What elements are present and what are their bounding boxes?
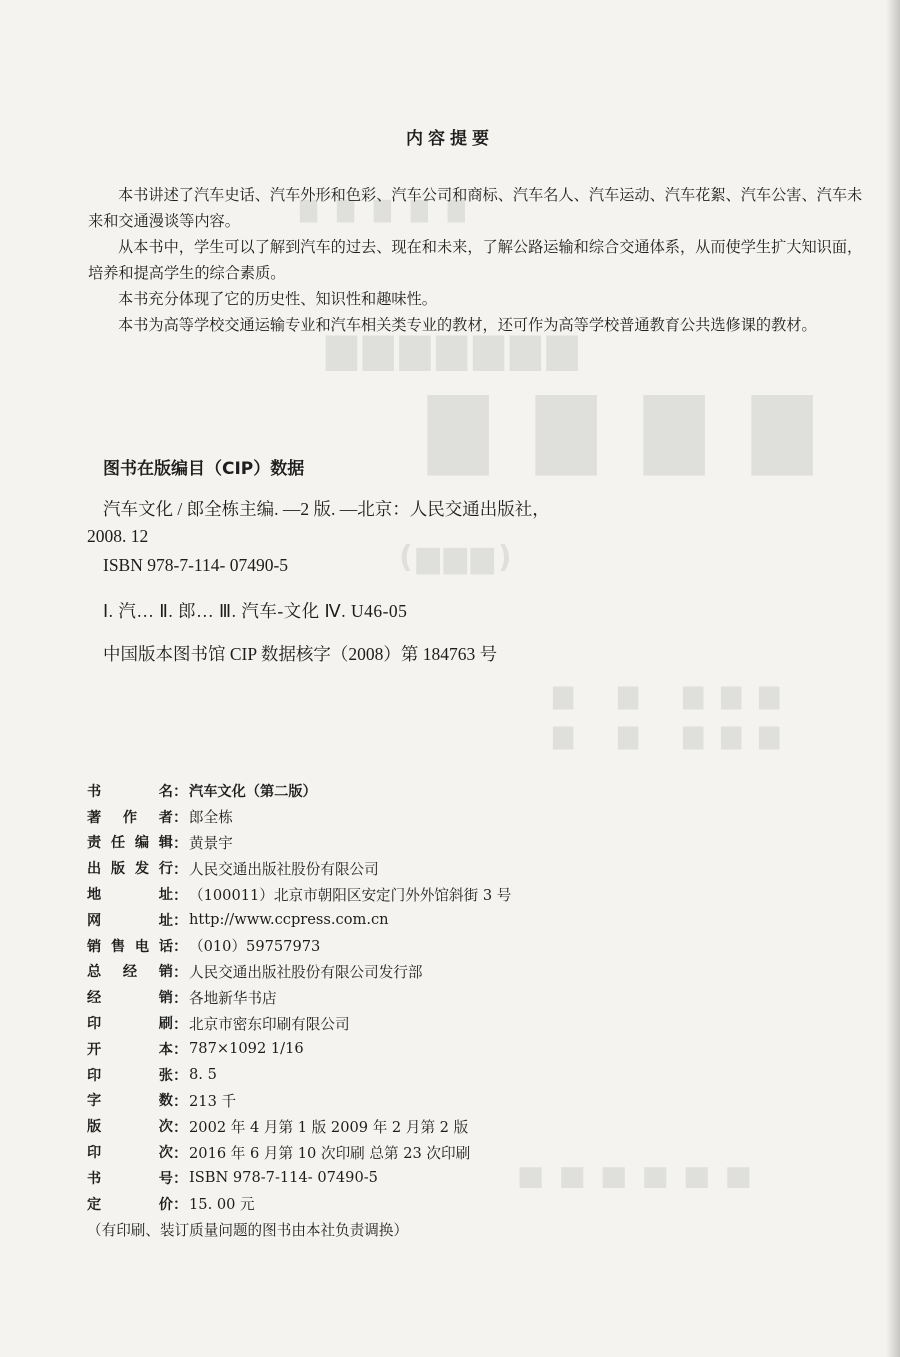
info-row: 著 作 者 ： 郎全栋 [87, 804, 787, 830]
info-label: 著 作 者 [87, 809, 173, 826]
bleed-through-mark: ▇▇▇▇ [380, 385, 812, 475]
info-label: 经 销 [87, 990, 173, 1007]
info-value: 人民交通出版社股份有限公司发行部 [189, 963, 423, 981]
info-value: 213 千 [189, 1092, 237, 1110]
bleed-through-mark: ▆▆▆▆▆▆▆ [320, 325, 578, 371]
bleed-through-mark: ▅▅▅▅▅▅ [500, 1155, 750, 1188]
info-value: 黄景宇 [189, 834, 233, 852]
info-row: 书 号 ： ISBN 978-7-114- 07490-5 [87, 1169, 378, 1188]
info-row: 定 价 ： 15. 00 元 [87, 1191, 787, 1217]
info-label: 销 售 电 话 [87, 938, 173, 955]
info-row: 网 址 ： http://www.ccpress.com.cn [87, 911, 389, 930]
cip-line: 汽车文化 / 郎全栋主编. —2 版. —北京：人民交通出版社， [103, 499, 550, 519]
info-label: 字 数 [87, 1093, 173, 1110]
info-label: 责 任 编 辑 [87, 835, 173, 852]
info-row: 责 任 编 辑 ： 黄景宇 [87, 830, 787, 856]
info-row: 开 本 ： 787×1092 1/16 [87, 1040, 304, 1059]
info-row: 销 售 电 话 ： （010）59757973 [87, 933, 787, 959]
summary-paragraph: 从本书中，学生可以了解到汽车的过去、现在和未来，了解公路运输和综合交通体系，从而使学生扩大知识面，培养和提高学生的综合素质。 [88, 238, 863, 282]
info-value: http://www.ccpress.com.cn [189, 911, 389, 929]
info-value: 2016 年 6 月第 10 次印刷 总第 23 次印刷 [189, 1144, 471, 1162]
info-row: 印 张 ： 8. 5 [87, 1066, 217, 1085]
info-label: 出 版 发 行 [87, 861, 173, 878]
info-label: 书 号 [87, 1170, 173, 1187]
summary-paragraph: 本书充分体现了它的历史性、知识性和趣味性。 [118, 290, 437, 308]
info-value: 人民交通出版社股份有限公司 [189, 860, 379, 878]
info-value: 各地新华书店 [189, 989, 277, 1007]
info-value: 2002 年 4 月第 1 版 2009 年 2 月第 2 版 [189, 1118, 469, 1136]
info-label: 网 址 [87, 912, 173, 929]
info-label: 印 张 [87, 1067, 173, 1084]
info-label: 地 址 [87, 887, 173, 904]
info-row: 总 经 销 ： 人民交通出版社股份有限公司发行部 [87, 959, 787, 985]
info-label: 定 价 [87, 1196, 173, 1213]
info-value: 787×1092 1/16 [189, 1040, 304, 1058]
cip-heading: 图书在版编目（CIP）数据 [103, 459, 305, 479]
bleed-through-mark: ▇▇▇▇▇ [280, 198, 465, 223]
publication-info [87, 778, 787, 1240]
info-value: 15. 00 元 [189, 1196, 255, 1214]
cip-record-number: 中国版本图书馆 CIP 数据核字（2008）第 184763 号 [103, 644, 498, 664]
summary-body [88, 182, 868, 338]
cip-classification: Ⅰ. 汽… Ⅱ. 郎… Ⅲ. 汽车-文化 Ⅳ. U46-05 [103, 601, 408, 621]
info-label: 总 经 销 [87, 964, 173, 981]
info-label: 印 次 [87, 1145, 173, 1162]
info-row: 书 名 ： 汽车文化（第二版） [87, 778, 787, 804]
info-value: 8. 5 [189, 1066, 217, 1084]
summary-paragraph: 本书为高等学校交通运输专业和汽车相关类专业的教材，还可作为高等学校普通教育公共选修课的教材。 [118, 316, 817, 334]
info-row: 经 销 ： 各地新华书店 [87, 984, 787, 1010]
info-row: 版 次 ： 2002 年 4 月第 1 版 2009 年 2 月第 2 版 [87, 1113, 787, 1139]
cip-line: 2008. 12 [87, 526, 149, 546]
info-value: （100011）北京市朝阳区安定门外外馆斜街 3 号 [189, 886, 512, 904]
info-label: 版 次 [87, 1119, 173, 1136]
bleed-through-mark: ▆▆▆ ▆ ▆ [535, 680, 780, 710]
info-row: 出 版 发 行 ： 人民交通出版社股份有限公司 [87, 855, 787, 881]
info-value: 汽车文化（第二版） [189, 783, 317, 800]
summary-title: 内容提要 [406, 129, 494, 149]
bleed-through-mark: (▆▆▆) [395, 540, 512, 575]
info-value: （010）59757973 [189, 938, 321, 956]
bleed-through-mark: ▆▆▆ ▆ ▆ [535, 720, 780, 750]
info-row: 地 址 ： （100011）北京市朝阳区安定门外外馆斜街 3 号 [87, 881, 787, 907]
cip-isbn: ISBN 978-7-114- 07490-5 [103, 555, 289, 575]
publication-info-rows [87, 778, 787, 1217]
info-row: 印 次 ： 2016 年 6 月第 10 次印刷 总第 23 次印刷 [87, 1139, 787, 1165]
page-edge-shadow [886, 0, 900, 1357]
info-value: 郎全栋 [189, 809, 233, 827]
info-label: 开 本 [87, 1041, 173, 1058]
summary-paragraph: 本书讲述了汽车史话、汽车外形和色彩、汽车公司和商标、汽车名人、汽车运动、汽车花絮、汽车公害、汽车未来和交通漫谈等内容。 [88, 186, 863, 230]
info-row: 字 数 ： 213 千 [87, 1088, 787, 1114]
info-label: 印 刷 [87, 1016, 173, 1033]
info-label: 书 名 [87, 783, 173, 800]
info-value: 北京市密东印刷有限公司 [189, 1015, 350, 1033]
info-value: ISBN 978-7-114- 07490-5 [189, 1169, 378, 1187]
info-row: 印 刷 ： 北京市密东印刷有限公司 [87, 1010, 787, 1036]
quality-note: （有印刷、装订质量问题的图书由本社负责调换） [87, 1221, 409, 1239]
